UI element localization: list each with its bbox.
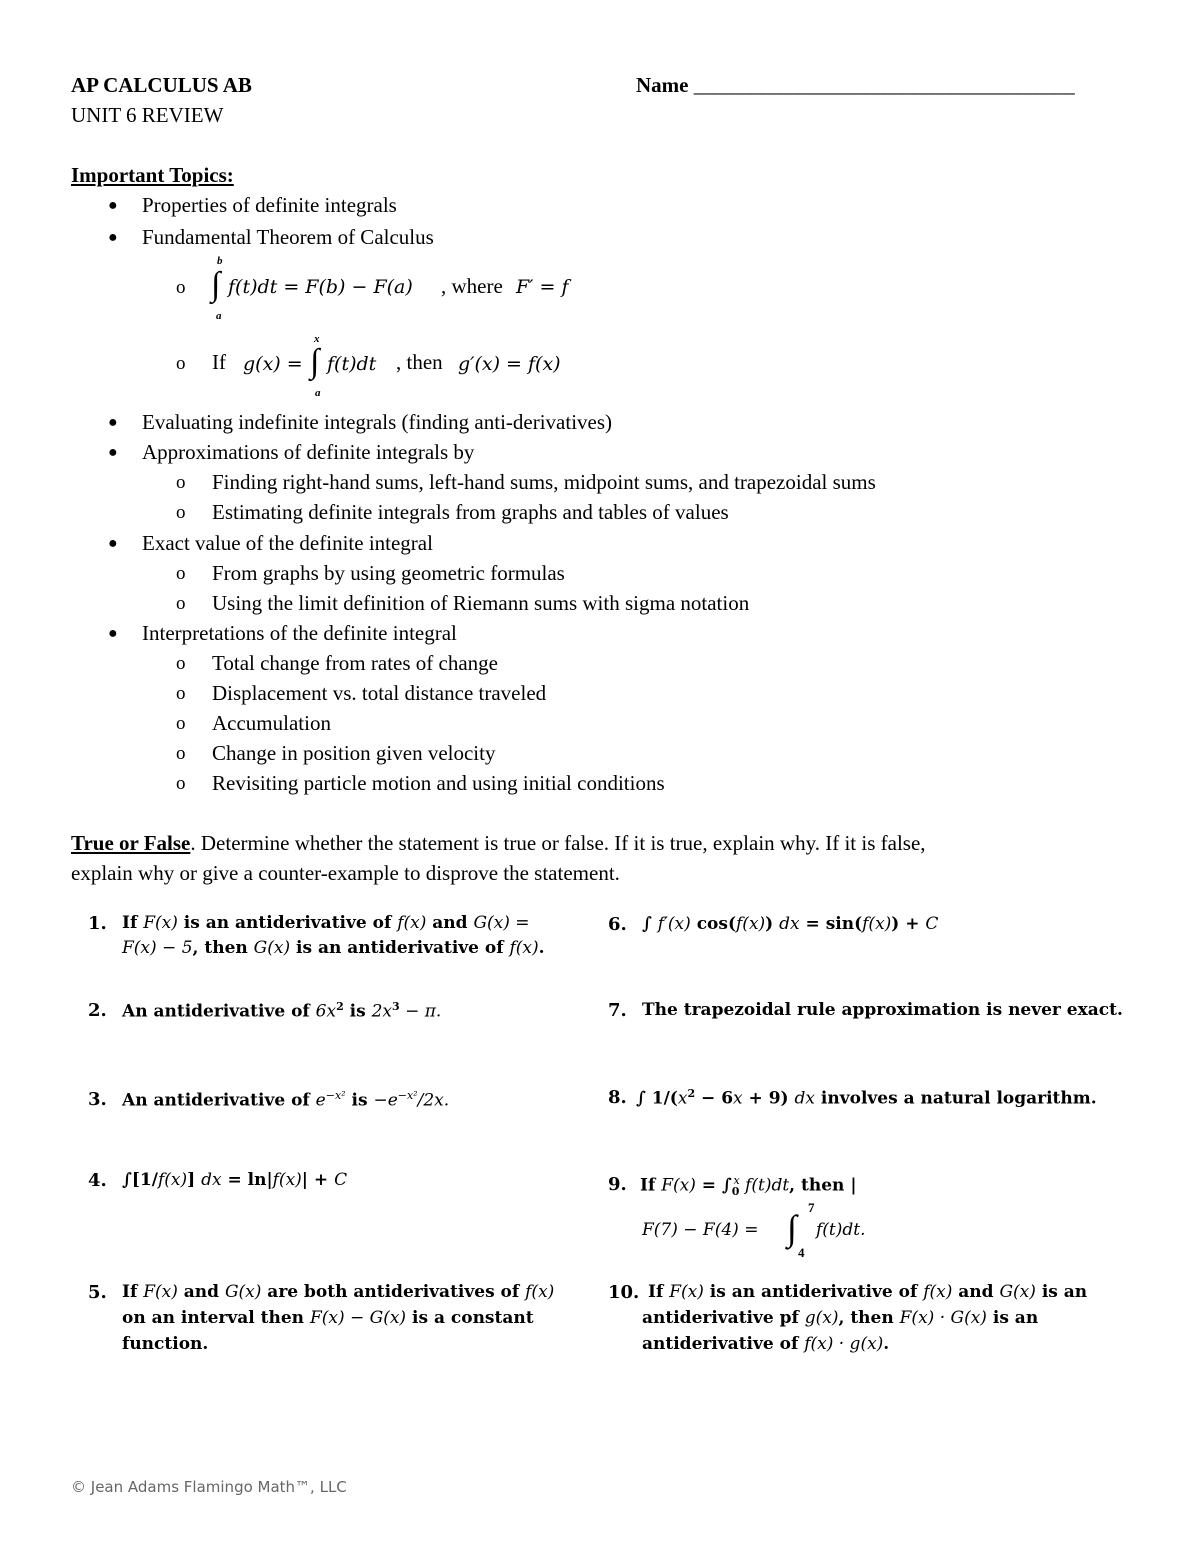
- question-number: 9.: [608, 1174, 627, 1195]
- sub-bullet-icon: o: [176, 773, 186, 794]
- integral-upper-limit: 7: [808, 1200, 815, 1215]
- question-5-line1: If F(x) and G(x) are both antiderivatives of f(x): [122, 1282, 555, 1302]
- question-number: 4.: [88, 1170, 107, 1191]
- tf-instruction-line2: explain why or give a counter-example to disprove the statement.: [71, 861, 620, 885]
- sub-bullet-icon: o: [176, 593, 186, 614]
- bullet-icon: ●: [108, 229, 118, 246]
- integral-sign-icon: ∫: [787, 1208, 797, 1248]
- ftc1-condition: F′ = f: [516, 276, 569, 298]
- topic-subitem: Accumulation: [212, 711, 331, 735]
- topic-item: Evaluating indefinite integrals (finding anti-derivatives): [142, 410, 613, 434]
- name-blank: ________________________________________: [693, 73, 1074, 97]
- course-title: AP CALCULUS AB: [71, 73, 252, 97]
- sub-bullet-icon: o: [176, 713, 186, 734]
- question-2: An antiderivative of $6x^2$ is $2x^3 - \pi$.: [122, 1000, 442, 1022]
- unit-title: UNIT 6 REVIEW: [71, 103, 224, 127]
- ftc2-integrand: f(t)dt: [327, 353, 377, 375]
- sub-bullet-icon: o: [176, 353, 186, 374]
- question-number: 10.: [608, 1282, 640, 1303]
- ftc1-formula: f(t)dt = F(b) − F(a): [228, 276, 413, 298]
- bullet-icon: ●: [108, 414, 118, 431]
- sub-bullet-icon: o: [176, 653, 186, 674]
- topic-subitem: Total change from rates of change: [212, 651, 498, 675]
- ftc2-if: If: [212, 350, 226, 374]
- bullet-icon: ●: [108, 197, 118, 214]
- topic-item: Interpretations of the definite integral: [142, 621, 457, 645]
- topics-heading: Important Topics:: [71, 163, 234, 187]
- integral-upper-limit: b: [217, 255, 223, 267]
- integral-lower-limit: a: [216, 310, 222, 322]
- sub-bullet-icon: o: [176, 472, 186, 493]
- question-7: The trapezoidal rule approximation is never exact.: [642, 1000, 1123, 1020]
- question-number: 5.: [88, 1282, 107, 1303]
- question-4: ∫[1/f(x)] dx = ln|f(x)| + C: [122, 1170, 348, 1190]
- integral-upper-limit: x: [314, 333, 320, 345]
- topic-subitem: Finding right-hand sums, left-hand sums, midpoint sums, and trapezoidal sums: [212, 470, 876, 494]
- topic-subitem: Estimating definite integrals from graphs and tables of values: [212, 500, 729, 524]
- ftc2-result: g′(x) = f(x): [458, 353, 561, 375]
- topic-subitem: Using the limit definition of Riemann sums with sigma notation: [212, 591, 750, 615]
- integral-sign-icon: ∫: [310, 343, 320, 380]
- topic-subitem: Revisiting particle motion and using initial conditions: [212, 771, 665, 795]
- integral-lower-limit: 4: [798, 1245, 805, 1260]
- bullet-icon: ●: [108, 535, 118, 552]
- tf-heading: True or False: [71, 831, 191, 855]
- question-5-line2: on an interval then F(x) − G(x) is a constant: [122, 1308, 534, 1328]
- topic-item: Properties of definite integrals: [142, 193, 397, 217]
- ftc2-then: , then: [396, 350, 443, 374]
- question-9-line2: F(7) − F(4) =: [642, 1220, 759, 1240]
- topic-item: Approximations of definite integrals by: [142, 440, 475, 464]
- copyright-footer: © Jean Adams Flamingo Math™, LLC: [71, 1478, 347, 1496]
- question-number: 7.: [608, 1000, 627, 1021]
- name-field[interactable]: [636, 73, 1074, 98]
- topic-item: Fundamental Theorem of Calculus: [142, 225, 434, 249]
- bullet-icon: ●: [108, 444, 118, 461]
- topic-item: Exact value of the definite integral: [142, 531, 433, 555]
- bullet-icon: ●: [108, 625, 118, 642]
- ftc2-g: g(x) =: [243, 353, 303, 375]
- tf-instructions: [71, 831, 926, 856]
- integral-lower-limit: a: [315, 387, 321, 399]
- ftc1-where: , where: [441, 274, 503, 298]
- question-3: An antiderivative of $e^{-x^2}$ is $-e^{-x^2}/2x$.: [122, 1089, 450, 1111]
- topic-subitem: From graphs by using geometric formulas: [212, 561, 565, 585]
- sub-bullet-icon: o: [176, 683, 186, 704]
- sub-bullet-icon: o: [176, 563, 186, 584]
- sub-bullet-icon: o: [176, 502, 186, 523]
- question-8: ∫ $1/(x^2 - 6x + 9)$ dx involves a natural logarithm.: [636, 1087, 1097, 1109]
- integral-sign-icon: ∫: [211, 266, 221, 303]
- question-10-line2: antiderivative pf g(x), then F(x) · G(x) is an: [642, 1308, 1039, 1328]
- question-1-line2: F(x) − 5, then G(x) is an antiderivative of f(x).: [122, 938, 545, 958]
- question-number: 2.: [88, 1000, 107, 1021]
- sub-bullet-icon: o: [176, 277, 186, 298]
- topic-subitem: Displacement vs. total distance traveled: [212, 681, 547, 705]
- name-label: Name: [636, 73, 689, 97]
- tf-instruction-line1: . Determine whether the statement is true or false. If it is true, explain why. If it is false,: [190, 831, 926, 855]
- question-10-line1: If F(x) is an antiderivative of f(x) and G(x) is an: [648, 1282, 1088, 1302]
- question-6: ∫ f′(x) cos(f(x)) dx = sin(f(x)) + C: [642, 914, 939, 934]
- question-number: 6.: [608, 914, 627, 935]
- question-9-integrand: f(t)dt.: [816, 1220, 866, 1240]
- question-number: 8.: [608, 1087, 627, 1108]
- question-9-line1: If $F(x) = \int_0^x$ f(t)dt, then |: [640, 1174, 857, 1199]
- question-1-line1: If F(x) is an antiderivative of f(x) and G(x) =: [122, 913, 530, 933]
- question-5-line3: function.: [122, 1334, 209, 1354]
- question-number: 1.: [88, 913, 107, 934]
- question-number: 3.: [88, 1089, 107, 1110]
- topic-subitem: Change in position given velocity: [212, 741, 496, 765]
- sub-bullet-icon: o: [176, 743, 186, 764]
- question-10-line3: antiderivative of f(x) · g(x).: [642, 1334, 890, 1354]
